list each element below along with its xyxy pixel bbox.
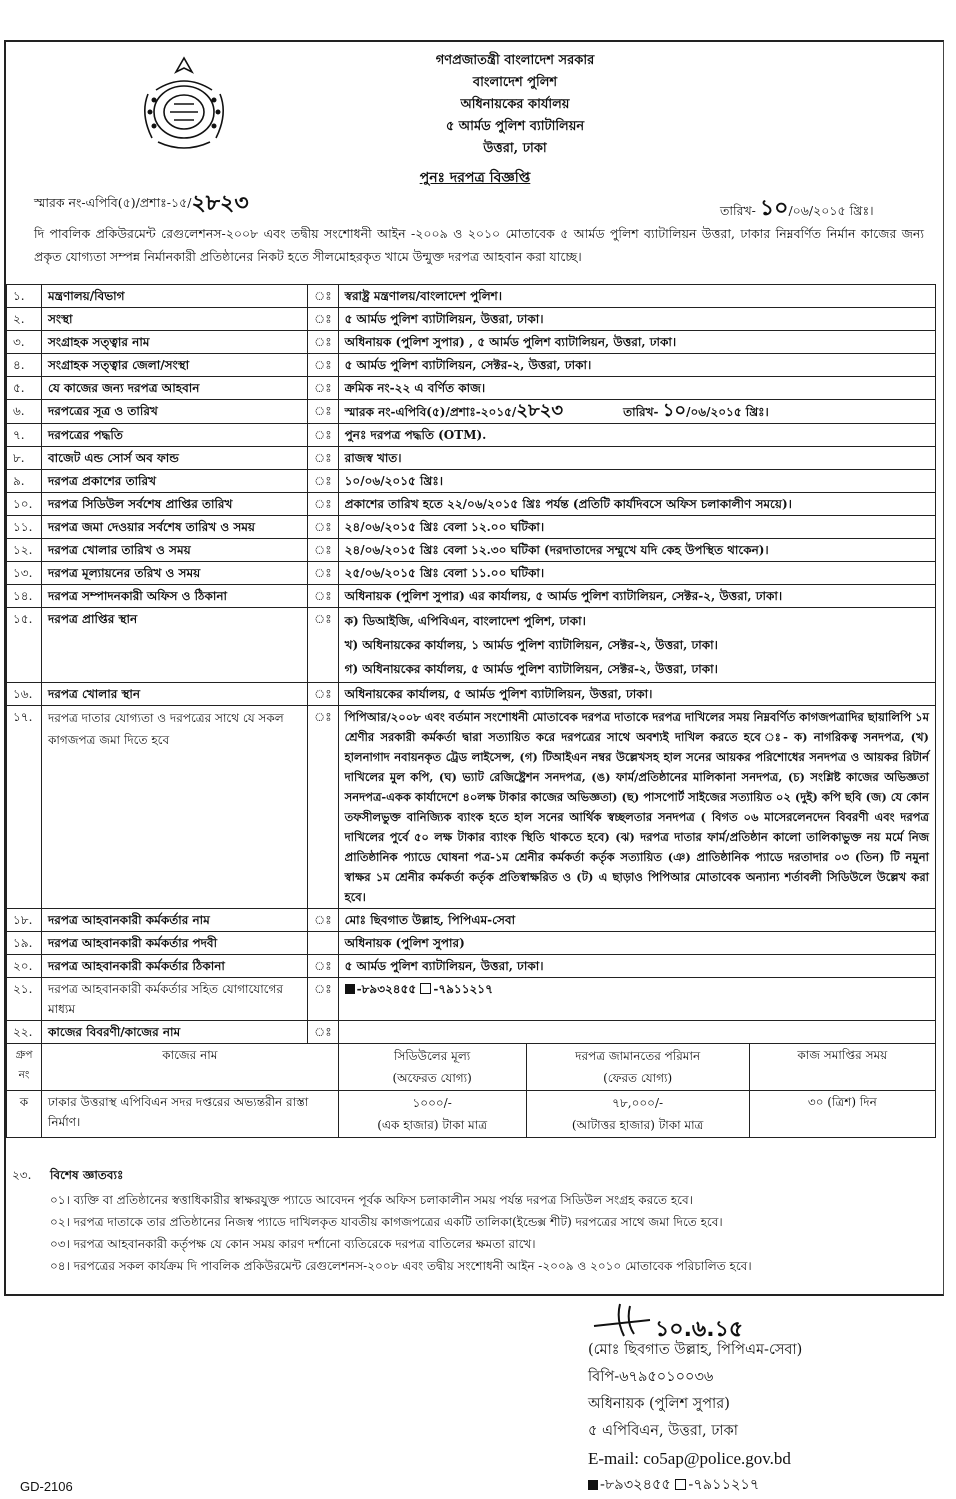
table-row: ১. মন্ত্রণালয়/বিভাগ ঃ স্বরাষ্ট্র মন্ত্রণালয়/বাংলাদেশ পুলিশ। bbox=[7, 285, 936, 308]
note-item: ০১। ব্যক্তি বা প্রতিষ্ঠানের স্বত্তাধিকারীর স্বাক্ষরযুক্ত প্যাডে আবেদন পূর্বক অফিস চলাকালীন সময় পর্যন্ত দরপত্র সিডিউল সংগ্রহ করতে হবে। bbox=[50, 1193, 693, 1207]
signature-mark bbox=[590, 1300, 660, 1340]
page-title: পুনঃ দরপত্র বিজ্ঞপ্তি bbox=[419, 170, 531, 186]
table-row: ৫. যে কাজের জন্য দরপত্র আহবান ঃ ক্রমিক নং-২২ এ বর্ণিত কাজ। bbox=[7, 377, 936, 400]
table-row: ৯. দরপত্র প্রকাশের তারিখ ঃ ১০/০৬/২০১৫ খ্রিঃ। bbox=[7, 470, 936, 493]
memo-number: স্মারক নং-এপিবি(৫)/প্রশাঃ-১৫/২৮২৩ bbox=[34, 191, 249, 216]
table-row: ২. সংস্থা ঃ ৫ আর্মড পুলিশ ব্যাটালিয়ন, উত্তরা, ঢাকা। bbox=[7, 308, 936, 331]
table-row: ১৮. দরপত্র আহবানকারী কর্মকর্তার নাম ঃ মোঃ ছিবগাত উল্লাহ, পিপিএম-সেবা bbox=[7, 909, 936, 932]
handwritten-memo-number: ২৮২৩ bbox=[191, 191, 249, 216]
work-header-row: গ্রুপ নং কাজের নাম সিডিউলের মূল্য (অফেরত যোগ্য) দরপত্র জামানতের পরিমান (ফেরত যোগ্য) কাজ সমাপ্তির সময় bbox=[7, 1044, 936, 1091]
handwritten-ref-number: ২৮২৩ bbox=[516, 400, 564, 421]
tender-table bbox=[6, 284, 936, 1138]
header-office: অধিনায়কের কার্যালয় bbox=[460, 97, 570, 112]
table-row: ৬. দরপত্রের সূত্র ও তারিখ ঃ স্মারক নং-এপিবি(৫)/প্রশাঃ-২০১৫/২৮২৩ তারিখ- ১০/০৬/২০১৫ খ্রিঃ। bbox=[7, 400, 936, 424]
bangladesh-police-emblem bbox=[136, 54, 232, 154]
table-row: ১৭. দরপত্র দাতার যোগ্যতা ও দরপত্রের সাথে যে সকল কাগজপত্র জমা দিতে হবে ঃ পিপিআর/২০০৮ এবং বর্তমান সংশোধনী মোতাবেক দরপত্র দাতাকে দরপত্র দাখিলের সময় নিম্নবর্ণিত কাগজপত্রাদির ছায়ালিপি ১ম শ্রেণীর সরকারী কর্মকর্তা দ্বারা সত্যায়িত করে দরপত্রের সাথে অবশ্যই দাখিল করতে হবে ঃ- ক) নাগরিকত্ব সনদপত্র, (খ) হালনাগাদ নবায়নকৃত ট্রেড লাইসেন্স, (গ) টিআইএন নম্বর উল্লেখসহ হাল সনের আয়কর পরিশোধের সনদপত্র ও আয়কর রিটার্ন দাখিলের মুল কপি, (ঘ) ভ্যাট রেজিষ্ট্রেশন সনদপত্র, (ঙ) ফার্ম/প্রতিষ্ঠানের মালিকানা সনদপত্র, (চ) সংশ্লিষ্ট কাজের অভিজ্ঞতা সনদপত্র-একক কার্যাদেশে ৪০লক্ষ টাকার কাজের অভিজ্ঞতা) (ছ) পাসপোর্ট সাইজের সত্যায়িত ০২ (দুই) কপি ছবি (জ) যে কোন তফসীলভুক্ত বানিজ্যিক ব্যাংক হতে হাল সনের আর্থিক স্বচ্ছলতার সনদপত্র ( বিগত ০৬ মাসেরলেনদেন বিবরণী এবং দরপত্র দাখিলের পুর্বে ৫০ লক্ষ টাকার ব্যাংক স্থিতি থাকতে হবে) (ঝ) দরপত্র দাতার ফার্ম/প্রতিষ্ঠান কালো তালিকাভুক্ত নয় মর্মে নিজ প্রাতিষ্ঠানিক প্যাডে ঘোষনা পত্র-১ম শ্রেনীর কর্মকর্তা কর্তৃক সত্যায়িত (ঞ) প্রাতিষ্ঠানিক প্যাডে দরতাদার ০৩ (তিন) টি নমুনা স্বাক্ষর ১ম শ্রেনীর কর্মকর্তা কর্তৃক প্রতিস্বাক্ষরিত ও (ট) এ ছাড়াও পিপিআর মোতাবেক অন্যান্য শর্তাবলী সিডিউলে উল্লেখ করা হবে। bbox=[7, 706, 936, 909]
fax-icon bbox=[420, 983, 431, 994]
table-row: ৪. সংগ্রাহক সত্ত্বার জেলা/সংস্থা ঃ ৫ আর্মড পুলিশ ব্যাটালিয়ন, সেক্টর-২, উত্তরা, ঢাকা। bbox=[7, 354, 936, 377]
note-item: ০৪। দরপত্রের সকল কার্যক্রম দি পাবলিক প্রকিউরমেন্ট রেগুলেশনস-২০০৮ এবং তদ্বীয় সংশোধনী আইন -২০০৯ ও ২০১০ মোতাবেক পরিচালিত হবে। bbox=[50, 1259, 752, 1273]
header-battalion: ৫ আর্মড পুলিশ ব্যাটালিয়ন bbox=[445, 119, 585, 134]
fax-icon bbox=[675, 1479, 686, 1490]
phone-icon bbox=[588, 1480, 598, 1490]
table-row: ১৪. দরপত্র সম্পাদনকারী অফিস ও ঠিকানা ঃ অধিনায়ক (পুলিশ সুপার) এর কার্যালয়, ৫ আর্মড পুলিশ ব্যাটালিয়ন, সেক্টর-২, উত্তরা, ঢাকা। bbox=[7, 585, 936, 608]
header-location: উত্তরা, ঢাকা bbox=[483, 141, 547, 156]
memo-date: তারিখ- ১০/০৬/২০১৫ খ্রিঃ। bbox=[720, 196, 874, 221]
table-row: ১৫. দরপত্র প্রাপ্তির স্থান ঃ ক) ডিআইজি, এপিবিএন, বাংলাদেশ পুলিশ, ঢাকা। খ) অধিনায়কের কার্যালয়, ১ আর্মড পুলিশ ব্যাটালিয়ন, সেক্টর-২, উত্তরা, ঢাকা। গ) অধিনায়কের কার্যালয়, ৫ আর্মড পুলিশ ব্যাটালিয়ন, সেক্টর-২, উত্তরা, ঢাকা। bbox=[7, 608, 936, 683]
table-row: ২১. দরপত্র আহবানকারী কর্মকর্তার সহিত যোগাযোগের মাধ্যম ঃ -৮৯৩২৪৫৫ -৭৯১১২১৭ bbox=[7, 978, 936, 1021]
table-row: ৩. সংগ্রাহক সত্ত্বার নাম ঃ অধিনায়ক (পুলিশ সুপার) , ৫ আর্মড পুলিশ ব্যাটালিয়ন, উত্তরা, ঢাকা। bbox=[7, 331, 936, 354]
table-row: ১০. দরপত্র সিডিউল সর্বশেষ প্রাপ্তির তারিখ ঃ প্রকাশের তারিখ হতে ২২/০৬/২০১৫ খ্রিঃ পর্যন্ত (প্রতিটি কার্যদিবসে অফিস চলাকালীণ সময়ে)। bbox=[7, 493, 936, 516]
work-item-row: ক ঢাকার উত্তরাস্থ এপিবিএন সদর দপ্তরের অভ্যন্তরীন রাস্তা নির্মাণ। ১০০০/- (এক হাজার) টাকা মাত্র ৭৮,০০০/- (আটাত্তর হাজার) টাকা মাত্র ৩০ (ত্রিশ) দিন bbox=[7, 1091, 936, 1138]
note-item: ০২। দরপত্র দাতাকে তার প্রতিষ্ঠানের নিজস্ব প্যাডে দাখিলকৃত যাবতীয় কাগজপত্রের একটি তালিকা(ইন্ডেক্স শীট) দরপত্রের সাথে জমা দিতে হবে। bbox=[50, 1215, 723, 1229]
table-row: ৭. দরপত্রের পদ্ধতি ঃ পুনঃ দরপত্র পদ্ধতি (OTM). bbox=[7, 424, 936, 447]
table-row: ২০. দরপত্র আহবানকারী কর্মকর্তার ঠিকানা ঃ ৫ আর্মড পুলিশ ব্যাটালিয়ন, উত্তরা, ঢাকা। bbox=[7, 955, 936, 978]
table-row: ১২. দরপত্র খোলার তারিখ ও সময় ঃ ২৪/০৬/২০১৫ খ্রিঃ বেলা ১২.৩০ ঘটিকা (দরদাতাদের সম্মুখে যদি কেহ উপস্থিত থাকেন)। bbox=[7, 539, 936, 562]
signature-block: (মোঃ ছিবগাত উল্লাহ, পিপিএম-সেবা) বিপি-৬৭৯৫০১০০৩৬ অধিনায়ক (পুলিশ সুপার) ৫ এপিবিএন, উত্তরা, ঢাকা E-mail: co5ap@police.gov.bd -৮৯৩২৪৫৫ -৭৯১১২১৭ bbox=[588, 1342, 803, 1493]
intro-paragraph: দি পাবলিক প্রকিউরমেন্ট রেগুলেশনস-২০০৮ এবং তদ্বীয় সংশোধনী আইন -২০০৯ ও ২০১০ মোতাবেক ৫ আর্মড পুলিশ ব্যাটালিয়ন উত্তরা, ঢাকার নিম্নবর্ণিত নির্মান কাজের জন্য প্রকৃত যোগ্যতা সম্পন্ন নির্মানকারী প্রতিষ্ঠানের নিকট হতে সীলমোহরকৃত খামে উন্মুক্ত দরপত্র আহবান করা যাচ্ছে। bbox=[34, 226, 924, 264]
table-row: ১৯. দরপত্র আহবানকারী কর্মকর্তার পদবী অধিনায়ক (পুলিশ সুপার) bbox=[7, 932, 936, 955]
signature-date: ১০.৬.১৫ bbox=[655, 1317, 744, 1342]
note-item: ০৩। দরপত্র আহবানকারী কর্তৃপক্ষ যে কোন সময় কারণ দর্শানো ব্যতিরেকে দরপত্র বাতিলের ক্ষমতা রাখে। bbox=[50, 1237, 536, 1251]
table-row: ১৬. দরপত্র খোলার স্থান ঃ অধিনায়কের কার্যালয়, ৫ আর্মড পুলিশ ব্যাটালিয়ন, উত্তরা, ঢাকা। bbox=[7, 683, 936, 706]
phone-icon bbox=[345, 984, 355, 994]
table-row: ৮. বাজেট এন্ড সোর্স অব ফান্ড ঃ রাজস্ব খাত। bbox=[7, 447, 936, 470]
table-row: ১১. দরপত্র জমা দেওয়ার সর্বশেষ তারিখ ও সময় ঃ ২৪/০৬/২০১৫ খ্রিঃ বেলা ১২.০০ ঘটিকা। bbox=[7, 516, 936, 539]
footer-code: GD-2106 bbox=[20, 1479, 73, 1494]
header-gov: গণপ্রজাতন্ত্রী বাংলাদেশ সরকার bbox=[435, 53, 595, 68]
table-row: ১৩. দরপত্র মূল্যায়নের তরিখ ও সময় ঃ ২৫/০৬/২০১৫ খ্রিঃ বেলা ১১.০০ ঘটিকা। bbox=[7, 562, 936, 585]
table-row: ২২. কাজের বিবরণী/কাজের নাম ঃ bbox=[7, 1021, 936, 1044]
header-police: বাংলাদেশ পুলিশ bbox=[472, 75, 558, 90]
